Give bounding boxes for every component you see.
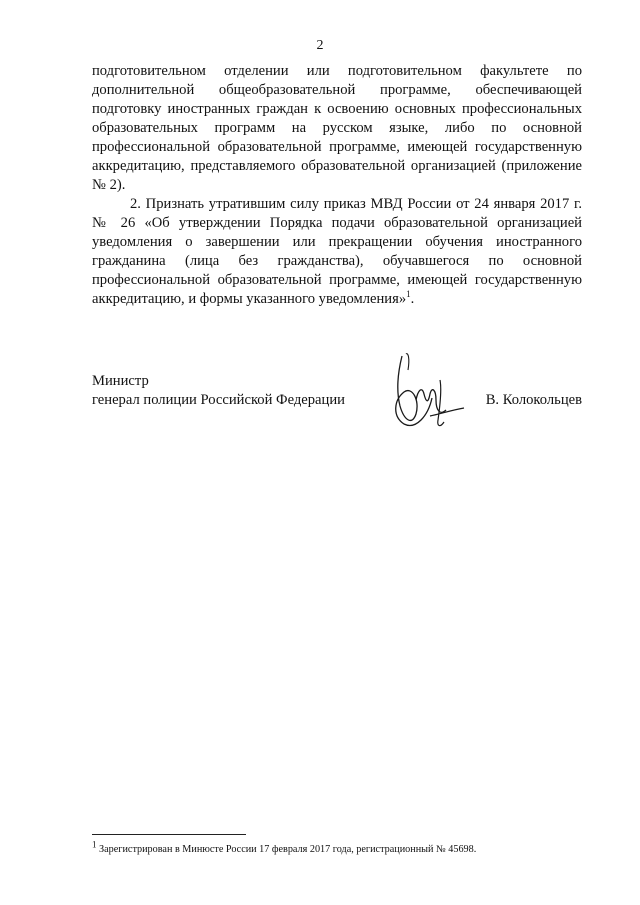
signatory-rank: генерал полиции Российской Федерации bbox=[92, 392, 345, 408]
footnote-marker: 1 bbox=[92, 839, 97, 850]
signature-block bbox=[92, 372, 582, 432]
signatory-name: В. Колокольцев bbox=[485, 392, 582, 408]
page-number: 2 bbox=[316, 38, 324, 53]
footnote-divider bbox=[92, 834, 246, 835]
paragraph-item-2-text: 2. Признать утратившим силу приказ МВД России от 24 января 2017 г. № 26 «Об утверждении Порядка подачи образовательной организацией уведомления о завершении или прекращении обучения иностранного гражданина (лица без гражданства), обучавшегося по основной профессиональной образовательной программе, имеющей государственную аккредитацию, и формы указанного уведомления» bbox=[92, 196, 582, 307]
document-body bbox=[92, 62, 582, 309]
footnote-reference[interactable]: 1 bbox=[406, 289, 411, 300]
signatory-position: Министр bbox=[92, 373, 149, 389]
footnote bbox=[92, 839, 592, 856]
signatory-title bbox=[92, 372, 345, 410]
handwritten-signature bbox=[382, 350, 472, 432]
paragraph-continuation: подготовительном отделении или подготовительном факультете по дополнительной общеобразовательной программе, обеспечивающей подготовку иностранных граждан к освоению основных профессиональных образовательных программ на русском языке, либо по основной профессиональной образовательной программе, имеющей государственную аккредитацию, представляемого образовательной организацией (приложение № 2). bbox=[92, 63, 582, 193]
footnote-text: Зарегистрирован в Минюсте России 17 февраля 2017 года, регистрационный № 45698. bbox=[99, 844, 477, 855]
paragraph-item-2-end: . bbox=[410, 291, 415, 307]
paragraph-item-2 bbox=[92, 195, 582, 309]
